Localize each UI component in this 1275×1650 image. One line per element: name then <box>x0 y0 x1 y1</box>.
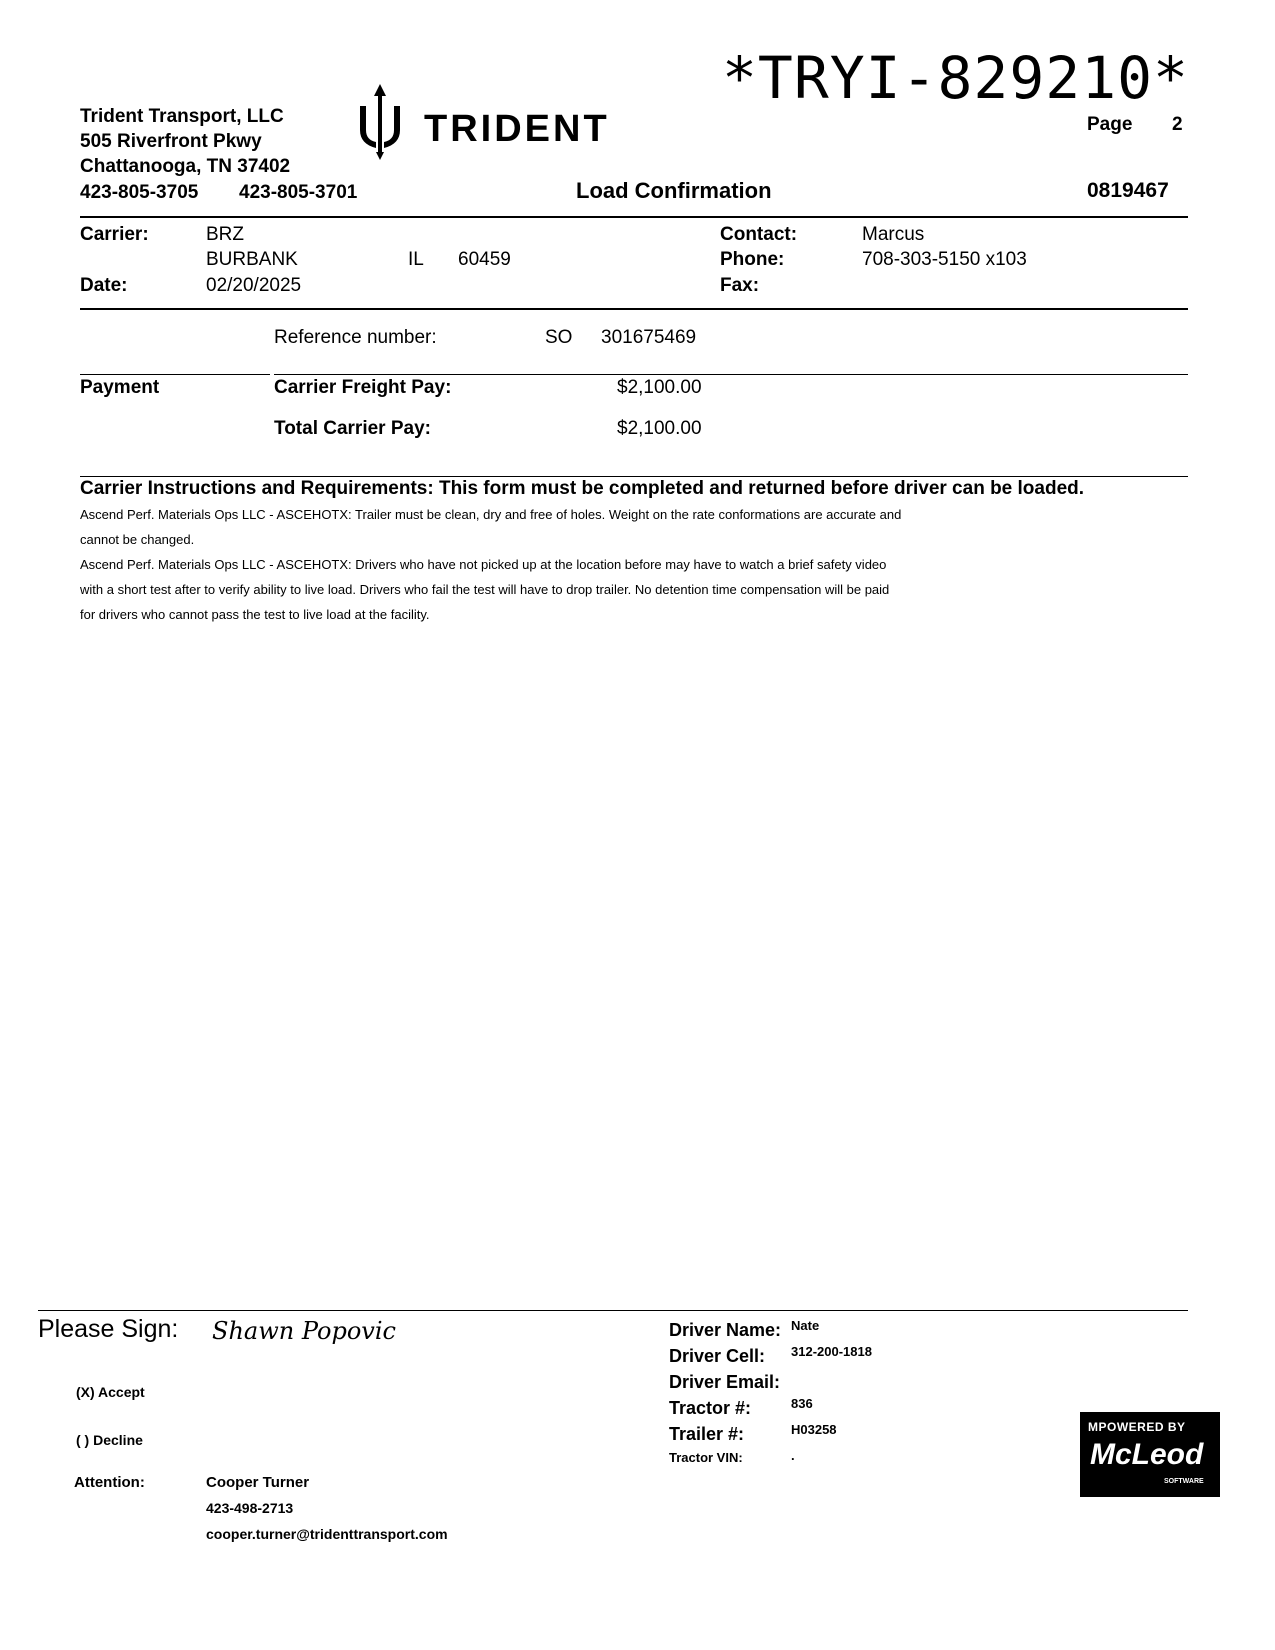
signature-name[interactable]: Shawn Popovic <box>212 1317 396 1345</box>
attention-email[interactable]: cooper.turner@tridenttransport.com <box>206 1526 448 1542</box>
please-sign-label: Please Sign: <box>38 1315 179 1343</box>
tractor-value: 836 <box>791 1396 813 1411</box>
instruction-line: Ascend Perf. Materials Ops LLC - ASCEHOTX: Trailer must be clean, dry and free of holes. Weight on the rate conformations are accurate and <box>80 507 902 522</box>
tractor-vin-label: Tractor VIN: <box>669 1450 743 1465</box>
trailer-value: H03258 <box>791 1422 837 1437</box>
phone-label: Phone: <box>720 249 785 270</box>
tractor-label: Tractor #: <box>669 1398 752 1418</box>
company-street: 505 Riverfront Pkwy <box>80 131 262 152</box>
divider <box>38 1310 1188 1311</box>
attention-name: Cooper Turner <box>206 1474 310 1491</box>
carrier-state: IL <box>408 249 424 270</box>
mcleod-logo-line2: McLeod <box>1090 1438 1204 1471</box>
date-value: 02/20/2025 <box>206 275 302 296</box>
doc-title: Load Confirmation <box>576 178 772 203</box>
contact-value: Marcus <box>862 224 925 245</box>
instruction-line: with a short test after to verify ability to live load. Drivers who fail the test will have to drop trailer. No detention time compensation will be paid <box>80 582 890 597</box>
company-city: Chattanooga, TN 37402 <box>80 156 291 177</box>
payment-label: Payment <box>80 377 160 398</box>
trident-logo-text: TRIDENT <box>424 108 610 150</box>
driver-name-value: Nate <box>791 1318 820 1333</box>
instructions-heading: Carrier Instructions and Requirements: This form must be completed and returned before driver can be loaded. <box>80 478 1085 499</box>
trident-icon <box>356 82 404 162</box>
driver-name-label: Driver Name: <box>669 1320 782 1340</box>
carrier-zip: 60459 <box>458 249 511 270</box>
divider <box>80 476 1188 477</box>
divider <box>80 216 1188 218</box>
accept-option[interactable]: (X) Accept <box>76 1384 145 1400</box>
phone-value: 708-303-5150 x103 <box>862 249 1027 270</box>
reference-type: SO <box>545 327 573 348</box>
divider <box>274 374 1188 375</box>
freight-pay-label: Carrier Freight Pay: <box>274 377 452 398</box>
barcode: *TRYI-829210* <box>722 44 1189 112</box>
carrier-label: Carrier: <box>80 224 149 245</box>
company-phone-2: 423-805-3701 <box>239 182 358 203</box>
attention-phone: 423-498-2713 <box>206 1500 294 1516</box>
instruction-line: Ascend Perf. Materials Ops LLC - ASCEHOTX: Drivers who have not picked up at the location before may have to watch a brief safety video <box>80 557 887 572</box>
contact-label: Contact: <box>720 224 798 245</box>
reference-value: 301675469 <box>601 327 697 348</box>
doc-number: 0819467 <box>1087 179 1169 202</box>
freight-pay-value: $2,100.00 <box>617 377 702 398</box>
page-label: Page <box>1087 114 1133 135</box>
mcleod-logo <box>1080 1412 1220 1497</box>
trailer-label: Trailer #: <box>669 1424 745 1444</box>
total-pay-value: $2,100.00 <box>617 418 702 439</box>
carrier-city: BURBANK <box>206 249 298 270</box>
company-address <box>80 104 290 179</box>
driver-email-label: Driver Email: <box>669 1372 781 1392</box>
attention-label: Attention: <box>74 1474 145 1491</box>
driver-cell-value: 312-200-1818 <box>791 1344 872 1359</box>
fax-label: Fax: <box>720 275 760 296</box>
instruction-line: for drivers who cannot pass the test to live load at the facility. <box>80 607 430 622</box>
company-phone-1: 423-805-3705 <box>80 182 199 203</box>
date-label: Date: <box>80 275 128 296</box>
total-pay-label: Total Carrier Pay: <box>274 418 431 439</box>
driver-cell-label: Driver Cell: <box>669 1346 766 1366</box>
mcleod-logo-line1: MPOWERED BY <box>1088 1420 1186 1434</box>
company-name: Trident Transport, LLC <box>80 106 284 127</box>
page-number: 2 <box>1172 114 1183 135</box>
tractor-vin-value: . <box>791 1448 795 1463</box>
carrier-name: BRZ <box>206 224 244 245</box>
divider <box>80 308 1188 310</box>
reference-label: Reference number: <box>274 327 437 348</box>
instruction-line: cannot be changed. <box>80 532 195 547</box>
divider <box>80 374 270 375</box>
mcleod-logo-line3: SOFTWARE <box>1164 1478 1204 1485</box>
decline-option[interactable]: ( ) Decline <box>76 1432 143 1448</box>
